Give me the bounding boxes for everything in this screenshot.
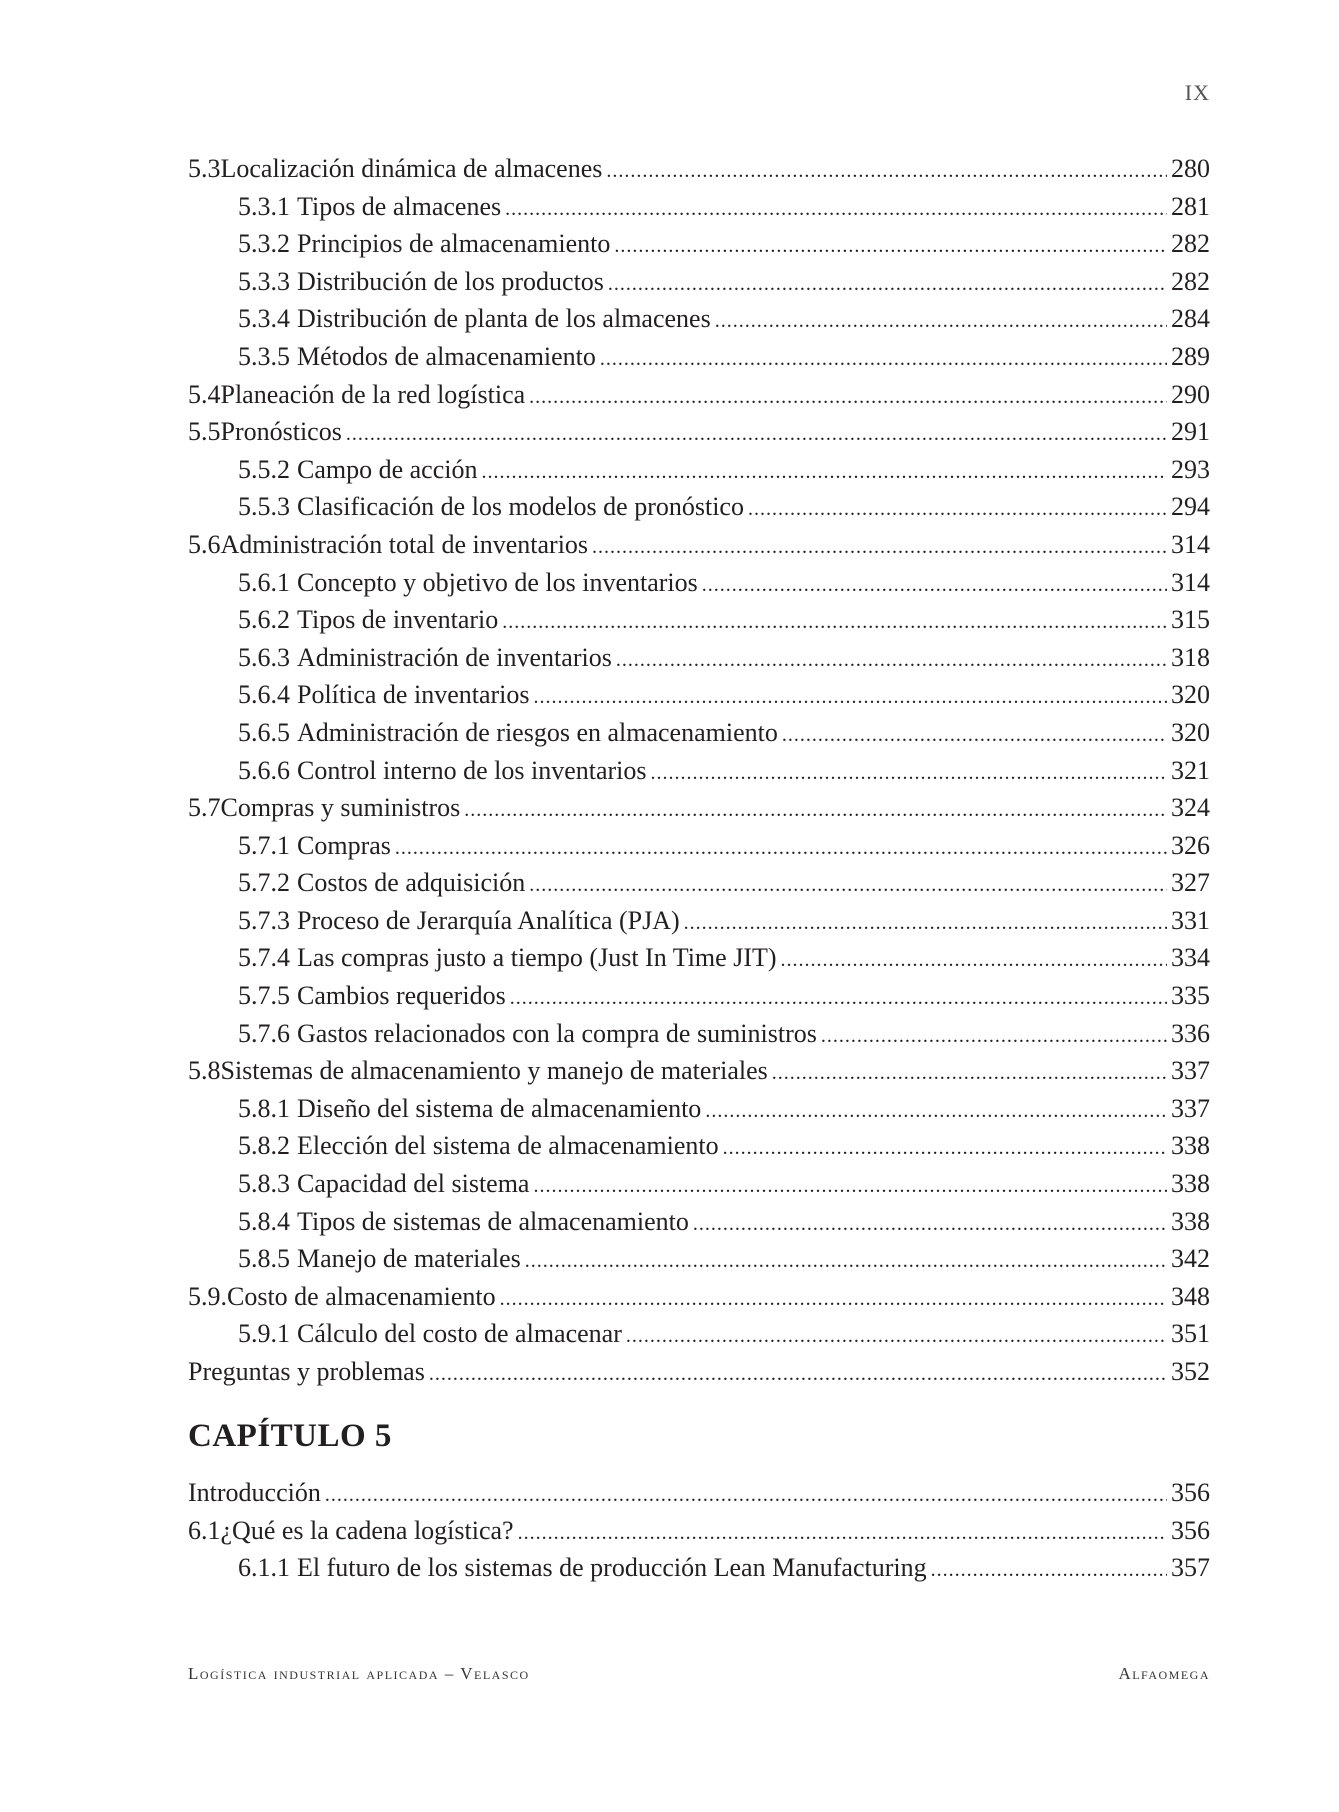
toc-entry-title: Proceso de Jerarquía Analítica (PJA) [297,905,680,935]
toc-entry-number: 5.8.4 [238,1206,290,1236]
toc-entry-page: 314 [1171,567,1210,597]
toc-entry-page: 281 [1171,191,1210,221]
toc-entry-title: Elección del sistema de almacenamiento [297,1131,719,1161]
toc-entry[interactable] [188,1549,1210,1587]
toc-dot-leader [600,338,1167,376]
toc-entry-number: 5.6.4 [238,680,290,710]
chapter-heading: CAPÍTULO 5 [188,1418,392,1454]
toc-entry-title: Administración de inventarios [297,642,612,672]
toc-entry[interactable] [188,827,1210,865]
toc-entry-number: 5.3.1 [238,191,290,221]
toc-entry-title: El futuro de los sistemas de producción Lean Manufacturing [297,1553,927,1583]
toc-entry[interactable] [188,188,1210,226]
toc-entry-page: 280 [1171,154,1210,183]
toc-dot-leader [748,488,1167,526]
toc-entry[interactable] [188,1474,1210,1512]
toc-entry-title: Control interno de los inventarios [297,755,647,785]
toc-dot-leader [821,1015,1167,1053]
toc-entry-page: 290 [1171,379,1210,409]
toc-entry[interactable] [188,676,1210,714]
toc-entry-title: Compras [297,830,391,860]
toc-entry-page: 348 [1171,1281,1210,1311]
toc-dot-leader [606,150,1167,188]
toc-entry-page: 336 [1171,1018,1210,1048]
toc-entry-number: 5.9.1 [238,1319,290,1349]
toc-entry-page: 335 [1171,981,1210,1011]
toc-entry-page: 338 [1171,1169,1210,1199]
toc-entry-page: 314 [1171,529,1210,559]
toc-dot-leader [651,752,1167,790]
toc-entry-number: 5.6.3 [238,642,290,672]
toc-dot-leader [325,1474,1167,1512]
toc-entry[interactable] [188,1052,1210,1090]
toc-entry[interactable] [188,789,1210,827]
toc-entry[interactable] [188,1278,1210,1316]
toc-entry-number: 5.3.4 [238,304,290,334]
toc-entry[interactable] [188,225,1210,263]
toc-entry-page: 357 [1171,1553,1210,1583]
toc-entry-page: 331 [1171,905,1210,935]
toc-entry-page: 320 [1171,680,1210,710]
toc-dot-leader [502,601,1167,639]
toc-entry-title: Cambios requeridos [297,981,506,1011]
toc-entry-title: Clasificación de los modelos de pronóstico [297,492,744,522]
toc-entry[interactable] [188,488,1210,526]
toc-entry-number: 5.6 [188,529,221,559]
toc-dot-leader [772,1052,1167,1090]
toc-dot-leader [693,1203,1167,1241]
toc-dot-leader [500,1278,1167,1316]
toc-entry-number: 5.8.1 [238,1093,290,1123]
toc-entry-page: 356 [1171,1515,1210,1545]
toc-entry-page: 282 [1171,266,1210,296]
toc-entry-number: 5.7 [188,793,221,823]
toc-entry-title: Tipos de almacenes [297,191,502,221]
toc-entry-page: 282 [1171,229,1210,259]
toc-dot-leader [715,300,1167,338]
toc-entry-page: 334 [1171,943,1210,973]
toc-entry-title: Las compras justo a tiempo (Just In Time JIT) [297,943,777,973]
toc-dot-leader [529,864,1167,902]
toc-dot-leader [616,639,1167,677]
toc-entry[interactable] [188,1015,1210,1053]
toc-entry-title: Gastos relacionados con la compra de suministros [297,1018,817,1048]
toc-entry[interactable] [188,526,1210,564]
toc-dot-leader [705,1090,1167,1128]
toc-dot-leader [608,263,1167,301]
toc-entry[interactable] [188,300,1210,338]
toc-dot-leader [518,1512,1167,1550]
toc-entry-number: 5.3 [188,154,221,183]
toc-dot-leader [510,977,1167,1015]
toc-entry-number: 5.3.2 [238,229,290,259]
toc-entry-page: 351 [1171,1319,1210,1349]
toc-entry-number: 5.7.2 [238,868,290,898]
toc-entry-title: Administración total de inventarios [220,529,589,559]
toc-entry-number: 5.7.1 [238,830,290,860]
toc-dot-leader [614,225,1167,263]
toc-entry-page: 327 [1171,868,1210,898]
toc-entry[interactable] [188,564,1210,602]
toc-entry[interactable] [188,902,1210,940]
toc-entry[interactable] [188,1512,1210,1550]
toc-entry-page: 289 [1171,341,1210,371]
toc-dot-leader [931,1549,1167,1587]
footer-book-title: Logística industrial aplicada – Velasco [188,1664,530,1683]
toc-entry-number: 5.3.5 [238,341,290,371]
toc-entry[interactable] [188,1353,1210,1391]
toc-dot-leader [464,789,1167,827]
toc-entry-page: 291 [1171,417,1210,447]
toc-entry-number: 5.4 [188,379,221,409]
toc-entry-page: 315 [1171,605,1210,635]
toc-entry-number: 5.5.2 [238,454,290,484]
toc-entry-title: Preguntas y problemas [188,1357,425,1386]
toc-entry-page: 337 [1171,1056,1210,1086]
toc-dot-leader [781,939,1167,977]
toc-list [188,150,1210,1391]
toc-entry-page: 356 [1171,1478,1210,1507]
toc-entry-page: 338 [1171,1206,1210,1236]
toc-entry-page: 294 [1171,492,1210,522]
toc-entry-page: 284 [1171,304,1210,334]
toc-entry[interactable] [188,150,1210,188]
toc-entry-page: 326 [1171,830,1210,860]
toc-dot-leader [505,188,1167,226]
toc-entry-title: Sistemas de almacenamiento y manejo de materiales [220,1056,768,1086]
toc-entry[interactable] [188,263,1210,301]
toc-entry[interactable] [188,1315,1210,1353]
toc-dot-leader [429,1353,1167,1391]
toc-dot-leader [782,714,1167,752]
toc-entry-number: 5.6.2 [238,605,290,635]
toc-entry-title: Principios de almacenamiento [297,229,611,259]
toc-entry[interactable] [188,977,1210,1015]
toc-dot-leader [529,376,1167,414]
toc-entry-page: 318 [1171,642,1210,672]
toc-dot-leader [525,1240,1167,1278]
toc-entry[interactable] [188,413,1210,451]
toc-entry-number: 5.7.5 [238,981,290,1011]
toc-dot-leader [684,902,1167,940]
toc-entry[interactable] [188,1203,1210,1241]
toc-entry-title: Métodos de almacenamiento [297,341,596,371]
toc-entry[interactable] [188,601,1210,639]
toc-entry-title: Distribución de los productos [297,266,604,296]
toc-dot-leader [702,564,1167,602]
toc-entry-number: 5.5 [188,417,221,447]
toc-entry-page: 324 [1171,793,1210,823]
toc-entry-number: 5.7.4 [238,943,290,973]
toc-entry[interactable] [188,1090,1210,1128]
toc-entry-page: 321 [1171,755,1210,785]
toc-entry-number: 5.8.2 [238,1131,290,1161]
toc-dot-leader [346,413,1167,451]
toc-dot-leader [482,451,1168,489]
toc-entry[interactable] [188,1240,1210,1278]
toc-entry-number: 5.7.3 [238,905,290,935]
toc-entry-number: 5.6.6 [238,755,290,785]
toc-entry[interactable] [188,376,1210,414]
toc-chapter-list [188,1474,1210,1587]
toc-entry-page: 338 [1171,1131,1210,1161]
toc-entry-page: 293 [1171,454,1210,484]
toc-entry-number: 5.8.5 [238,1244,290,1274]
toc-entry-title: ¿Qué es la cadena logística? [220,1515,514,1545]
toc-entry-number: 5.8.3 [238,1169,290,1199]
toc-entry-title: Costo de almacenamiento [227,1281,496,1311]
toc-dot-leader [533,1165,1167,1203]
toc-entry-title: Introducción [188,1478,321,1507]
toc-entry-number: 5.8 [188,1056,221,1086]
toc-entry[interactable] [188,451,1210,489]
toc-entry-number: 6.1 [188,1515,221,1545]
toc-entry-title: Localización dinámica de almacenes [220,154,603,183]
toc-dot-leader [626,1315,1167,1353]
toc-entry-title: Compras y suministros [220,793,461,823]
toc-entry-number: 6.1.1 [238,1553,290,1583]
toc-entry[interactable] [188,1127,1210,1165]
toc-entry-title: Tipos de inventario [297,605,499,635]
toc-entry-page: 320 [1171,717,1210,747]
toc-entry-number: 5.6.5 [238,717,290,747]
toc-entry-title: Distribución de planta de los almacenes [297,304,711,334]
toc-entry-title: Política de inventarios [297,680,530,710]
toc-entry-number: 5.7.6 [238,1018,290,1048]
toc-dot-leader [592,526,1167,564]
toc-dot-leader [395,827,1167,865]
toc-entry[interactable] [188,864,1210,902]
toc-entry-title: Capacidad del sistema [297,1169,530,1199]
toc-entry-number: 5.6.1 [238,567,290,597]
toc-entry-page: 352 [1171,1357,1210,1386]
toc-entry[interactable] [188,939,1210,977]
toc-entry[interactable] [188,714,1210,752]
toc-entry-title: Manejo de materiales [297,1244,521,1274]
toc-dot-leader [534,676,1167,714]
page-number: IX [1184,80,1210,105]
footer-publisher: Alfaomega [1118,1664,1210,1683]
toc-entry-number: 5.5.3 [238,492,290,522]
toc-entry-title: Tipos de sistemas de almacenamiento [297,1206,689,1236]
toc-entry-title: Planeación de la red logística [220,379,526,409]
toc-entry-title: Campo de acción [297,454,478,484]
toc-entry-title: Administración de riesgos en almacenamiento [297,717,778,747]
toc-entry-title: Costos de adquisición [297,868,526,898]
toc-dot-leader [723,1127,1167,1165]
toc-entry-title: Cálculo del costo de almacenar [297,1319,622,1349]
toc-entry[interactable] [188,752,1210,790]
toc-entry[interactable] [188,338,1210,376]
toc-entry-number: 5.3.3 [238,266,290,296]
toc-entry-title: Pronósticos [220,417,342,447]
toc-entry-title: Concepto y objetivo de los inventarios [297,567,698,597]
toc-entry-number: 5.9. [188,1281,227,1311]
toc-entry-page: 342 [1171,1244,1210,1274]
toc-entry-title: Diseño del sistema de almacenamiento [297,1093,702,1123]
toc-entry[interactable] [188,639,1210,677]
toc-entry-page: 337 [1171,1093,1210,1123]
toc-entry[interactable] [188,1165,1210,1203]
